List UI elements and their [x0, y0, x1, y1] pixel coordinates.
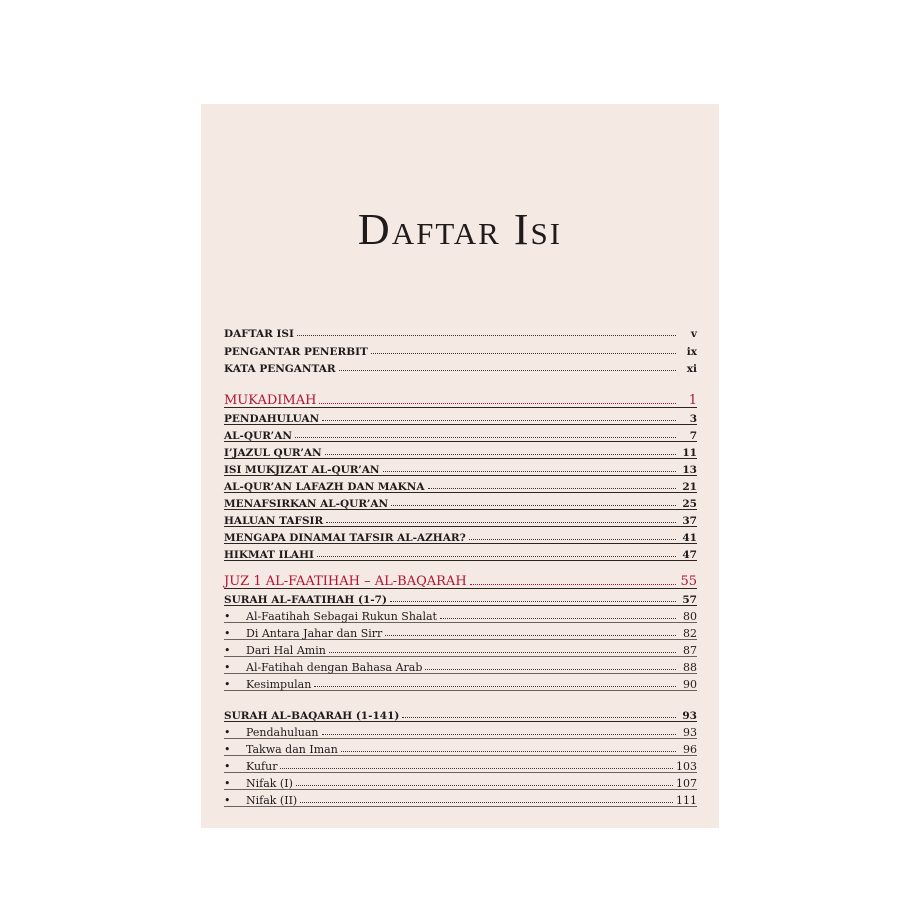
- toc-entry[interactable]: [224, 442, 697, 459]
- dot-leader: [326, 522, 676, 523]
- toc-subentry-label: Al-Faatihah Sebagai Rukun Shalat: [246, 610, 437, 623]
- dot-leader: [280, 768, 673, 769]
- bullet: •: [224, 627, 231, 640]
- toc-subentry-label: Kufur: [246, 760, 278, 773]
- toc-entry-pengantar-penerbit[interactable]: [224, 341, 697, 357]
- toc-subentry-page: 96: [683, 743, 697, 756]
- toc-entry-page: ix: [686, 345, 697, 358]
- dot-leader: [383, 471, 677, 472]
- toc-entry-kata-pengantar[interactable]: [224, 358, 697, 374]
- toc-entry[interactable]: [224, 425, 697, 442]
- dot-leader: [325, 454, 676, 455]
- dot-leader: [296, 785, 673, 786]
- dot-leader: [428, 488, 677, 489]
- toc-subentry-label: Pendahuluan: [246, 726, 319, 739]
- dot-leader: [402, 717, 676, 718]
- toc-section-mukadimah[interactable]: [224, 389, 697, 408]
- toc-entry-label: MENAFSIRKAN AL-QUR’AN: [224, 497, 389, 510]
- toc-subentry-page: 80: [683, 610, 697, 623]
- toc-subentry-page: 111: [676, 794, 697, 807]
- toc-subentry[interactable]: [224, 756, 697, 773]
- bullet: •: [224, 644, 231, 657]
- toc-entry-page: 57: [682, 593, 697, 606]
- dot-leader: [322, 420, 676, 421]
- toc-entry-label: PENGANTAR PENERBIT: [224, 345, 368, 358]
- dot-leader: [339, 370, 676, 371]
- dot-leader: [329, 652, 676, 653]
- toc-subentry-label: Kesimpulan: [246, 678, 312, 691]
- dot-leader: [300, 802, 673, 803]
- toc-entry-page: 11: [682, 446, 697, 459]
- toc-entry[interactable]: [224, 493, 697, 510]
- toc-entry-label: AL-QUR’AN: [224, 429, 292, 442]
- toc-entry-page: 21: [682, 480, 697, 493]
- book-page: [201, 104, 719, 828]
- toc-entry-page: v: [690, 327, 697, 340]
- toc-entry[interactable]: [224, 510, 697, 527]
- toc-entry-page: 41: [682, 531, 697, 544]
- toc-entry-page: 25: [682, 497, 697, 510]
- dot-leader: [322, 734, 676, 735]
- toc-entry-label: PENDAHULUAN: [224, 412, 320, 425]
- toc-subentry[interactable]: [224, 623, 697, 640]
- toc-subentry-label: Di Antara Jahar dan Sirr: [246, 627, 383, 640]
- page-title: Daftar Isi: [357, 205, 563, 254]
- toc-entry-page: 13: [682, 463, 697, 476]
- toc-entry-daftar-isi[interactable]: [224, 323, 697, 339]
- toc-entry-label: SURAH AL-BAQARAH (1-141): [224, 709, 400, 722]
- bullet: •: [224, 661, 231, 674]
- toc-subentry-page: 87: [683, 644, 697, 657]
- dot-leader: [470, 584, 676, 585]
- toc-subentry-label: Dari Hal Amin: [246, 644, 326, 657]
- dot-leader: [425, 669, 676, 670]
- toc-subentry-page: 107: [676, 777, 697, 790]
- toc-subentry[interactable]: [224, 674, 697, 691]
- toc-entry-label: ISI MUKJIZAT AL-QUR’AN: [224, 463, 380, 476]
- dot-leader: [317, 556, 676, 557]
- dot-leader: [319, 403, 676, 404]
- toc-entry-page: 3: [689, 412, 697, 425]
- toc-subentry[interactable]: [224, 790, 697, 807]
- toc-subentry[interactable]: [224, 722, 697, 739]
- toc-entry-surah-al-faatihah[interactable]: [224, 589, 697, 606]
- dot-leader: [390, 601, 676, 602]
- bullet: •: [224, 794, 231, 807]
- toc-entry[interactable]: [224, 544, 697, 561]
- dot-leader: [469, 539, 676, 540]
- bullet: •: [224, 760, 231, 773]
- toc-entry-label: DAFTAR ISI: [224, 327, 294, 340]
- toc-subentry[interactable]: [224, 657, 697, 674]
- toc-subentry[interactable]: [224, 773, 697, 790]
- toc-subentry[interactable]: [224, 739, 697, 756]
- toc-entry-label: HIKMAT ILAHI: [224, 548, 314, 561]
- toc-section-label: MUKADIMAH: [224, 393, 317, 408]
- dot-leader: [385, 635, 676, 636]
- toc-entry-label: KATA PENGANTAR: [224, 362, 336, 375]
- toc-entry-label: AL-QUR’AN LAFAZH DAN MAKNA: [224, 480, 425, 493]
- toc-entry[interactable]: [224, 459, 697, 476]
- toc-subentry-page: 103: [676, 760, 697, 773]
- toc-subentry-label: Al-Fatihah dengan Bahasa Arab: [246, 661, 423, 674]
- toc-entry[interactable]: [224, 476, 697, 493]
- toc-entry[interactable]: [224, 527, 697, 544]
- toc-entry-page: 37: [682, 514, 697, 527]
- toc-entry-label: SURAH AL-FAATIHAH (1-7): [224, 593, 387, 606]
- bullet: •: [224, 777, 231, 790]
- toc-section-juz-1[interactable]: [224, 570, 697, 589]
- toc-entry-page: 93: [682, 709, 697, 722]
- toc-section-page: 55: [680, 574, 697, 589]
- dot-leader: [391, 505, 676, 506]
- bullet: •: [224, 743, 231, 756]
- toc-subentry-label: Nifak (I): [246, 777, 293, 790]
- dot-leader: [297, 335, 676, 336]
- toc-subentry-label: Nifak (II): [246, 794, 298, 807]
- bullet: •: [224, 610, 231, 623]
- toc-subentry-label: Takwa dan Iman: [246, 743, 338, 756]
- toc-subentry-page: 90: [683, 678, 697, 691]
- toc-entry-page: 47: [682, 548, 697, 561]
- toc-entry-page: 7: [689, 429, 697, 442]
- toc-subentry[interactable]: [224, 606, 697, 623]
- toc-entry-page: xi: [686, 362, 697, 375]
- toc-entry[interactable]: [224, 408, 697, 425]
- bullet: •: [224, 678, 231, 691]
- toc-entry-label: I’JAZUL QUR’AN: [224, 446, 322, 459]
- dot-leader: [295, 437, 676, 438]
- dot-leader: [371, 353, 676, 354]
- bullet: •: [224, 726, 231, 739]
- dot-leader: [341, 751, 676, 752]
- toc-subentry-page: 82: [683, 627, 697, 640]
- toc-entry-label: MENGAPA DINAMAI TAFSIR AL-AZHAR?: [224, 531, 466, 544]
- toc-section-page: 1: [688, 393, 697, 408]
- toc-entry-surah-al-baqarah[interactable]: [224, 705, 697, 722]
- toc-subentry-page: 93: [683, 726, 697, 739]
- dot-leader: [440, 618, 676, 619]
- toc-subentry-page: 88: [683, 661, 697, 674]
- dot-leader: [314, 686, 676, 687]
- toc-subentry[interactable]: [224, 640, 697, 657]
- toc-entry-label: HALUAN TAFSIR: [224, 514, 324, 527]
- toc-section-label: JUZ 1 AL-FAATIHAH – AL-BAQARAH: [224, 574, 467, 589]
